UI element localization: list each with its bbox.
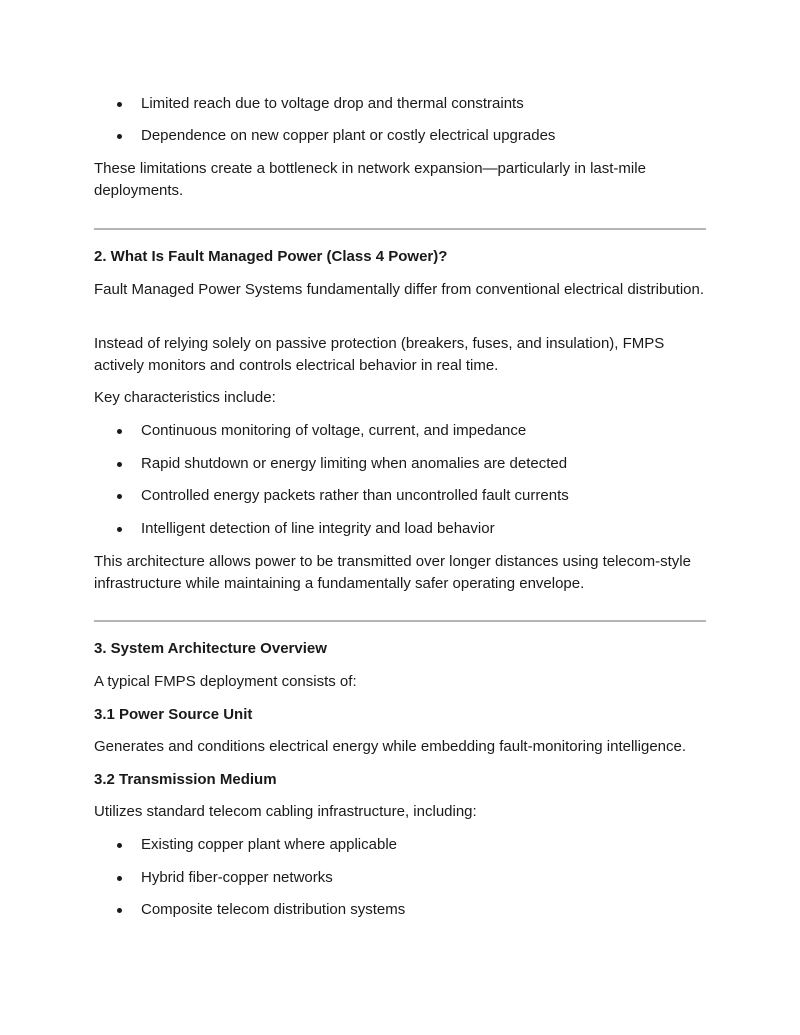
bullet-icon — [117, 429, 122, 434]
bullet-icon — [117, 494, 122, 499]
section-2-paragraph-4: This architecture allows power to be transmitted over longer distances using telecom-style infrastructure while maintaining a fundamentally safer operating envelope. — [94, 553, 691, 592]
section-2-paragraph-1: Fault Managed Power Systems fundamentally differ from conventional electrical distribution. — [94, 281, 705, 298]
bullet-icon — [117, 462, 122, 467]
list-item-text: Continuous monitoring of voltage, current, and impedance — [141, 422, 527, 439]
list-item — [94, 518, 694, 540]
list-item-text: Hybrid fiber-copper networks — [141, 869, 333, 886]
intro-paragraph: These limitations create a bottleneck in network expansion—particularly in last-mile deployments. — [94, 160, 646, 199]
bullet-icon — [117, 908, 122, 913]
list-item-text: Dependence on new copper plant or costly electrical upgrades — [141, 127, 556, 144]
list-item — [94, 420, 694, 442]
list-item-text: Limited reach due to voltage drop and thermal constraints — [141, 95, 524, 112]
section-divider — [94, 620, 706, 622]
section-2-paragraph-3: Key characteristics include: — [94, 389, 276, 406]
list-item — [94, 867, 694, 889]
bullet-icon — [117, 876, 122, 881]
section-3-heading: 3. System Architecture Overview — [94, 640, 327, 657]
list-item — [94, 93, 694, 115]
list-item — [94, 453, 694, 475]
list-item — [94, 899, 694, 921]
list-item — [94, 834, 694, 856]
list-item — [94, 125, 694, 147]
list-item-text: Intelligent detection of line integrity and load behavior — [141, 520, 495, 537]
subsection-3-2-heading: 3.2 Transmission Medium — [94, 771, 277, 788]
list-item-text: Composite telecom distribution systems — [141, 901, 406, 918]
list-item-text: Existing copper plant where applicable — [141, 836, 397, 853]
section-2-heading: 2. What Is Fault Managed Power (Class 4 Power)? — [94, 248, 448, 265]
bullet-icon — [117, 134, 122, 139]
list-item-text: Rapid shutdown or energy limiting when anomalies are detected — [141, 455, 568, 472]
section-3-intro: A typical FMPS deployment consists of: — [94, 673, 357, 690]
subsection-3-1-heading: 3.1 Power Source Unit — [94, 706, 253, 723]
list-item — [94, 485, 694, 507]
subsection-3-1-text: Generates and conditions electrical energy while embedding fault-monitoring intelligence. — [94, 738, 687, 755]
section-divider — [94, 228, 706, 230]
list-item-text: Controlled energy packets rather than uncontrolled fault currents — [141, 487, 569, 504]
bullet-icon — [117, 527, 122, 532]
subsection-3-2-text: Utilizes standard telecom cabling infrastructure, including: — [94, 803, 477, 820]
section-2-paragraph-2: Instead of relying solely on passive protection (breakers, fuses, and insulation), FMPS actively monitors and controls electrical behavior in real time. — [94, 335, 665, 374]
bullet-icon — [117, 843, 122, 848]
bullet-icon — [117, 102, 122, 107]
